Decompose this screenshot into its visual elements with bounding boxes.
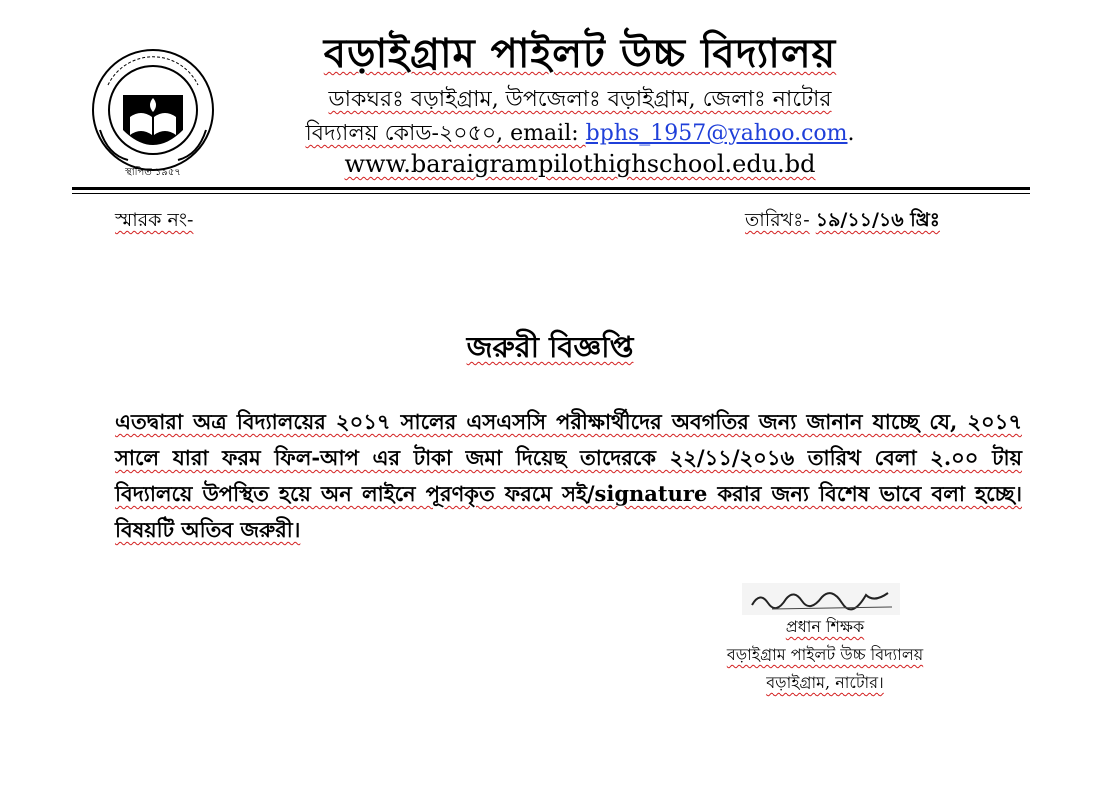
notice-date — [745, 206, 940, 238]
signature-location: বড়াইগ্রাম, নাটোর। — [766, 673, 884, 692]
memo-number: স্মারক নং- — [115, 209, 194, 231]
date-value: ১৯/১১/১৬ খ্রিঃ — [815, 209, 940, 231]
school-code-prefix: বিদ্যালয় কোড-২০৫০, email: — [305, 121, 586, 146]
school-code-suffix: . — [847, 121, 855, 146]
notice-body: এতদ্বারা অত্র বিদ্যালয়ের ২০১৭ সালের এসএসসি পরীক্ষার্থীদের অবগতির জন্য জানান যাচ্ছে যে, ২০১৭ সালে যারা ফরম ফিল-আপ এর টাকা জমা দিয়েছ তাদেরকে ২২/১১/২০১৬ তারিখ বেলা ২.০০ টায় বিদ্যালয়ে উপস্থিত হয়ে অন লাইনে পূরণকৃত ফরমে সই/signature করার জন্য বিশেষ ভাবে বলা হচ্ছে। বিষয়টি অতিব জরুরী। — [115, 409, 1022, 542]
school-code-line — [200, 116, 960, 153]
header-divider-thin — [72, 193, 1030, 194]
logo-year: স্থাপিত ১৯৫৭ — [125, 167, 181, 178]
school-website: www.baraigrampilothighschool.edu.bd — [344, 150, 816, 178]
school-crest-icon — [88, 35, 218, 185]
school-address: ডাকঘরঃ বড়াইগ্রাম, উপজেলাঃ বড়াইগ্রাম, জেলাঃ নাটোর — [328, 87, 832, 112]
signature-school: বড়াইগ্রাম পাইলট উচ্চ বিদ্যালয় — [726, 645, 924, 664]
email-link[interactable]: bphs_1957@yahoo.com — [585, 121, 848, 146]
header-divider-thick — [72, 187, 1030, 190]
signature-image — [742, 583, 900, 615]
date-label: তারিখঃ- — [745, 209, 810, 231]
school-name: বড়াইগ্রাম পাইলট উচ্চ বিদ্যালয় — [323, 30, 837, 77]
notice-title: জরুরী বিজ্ঞপ্তি — [466, 330, 634, 364]
signature-designation: প্রধান শিক্ষক — [785, 617, 865, 636]
signature-block — [690, 613, 960, 697]
